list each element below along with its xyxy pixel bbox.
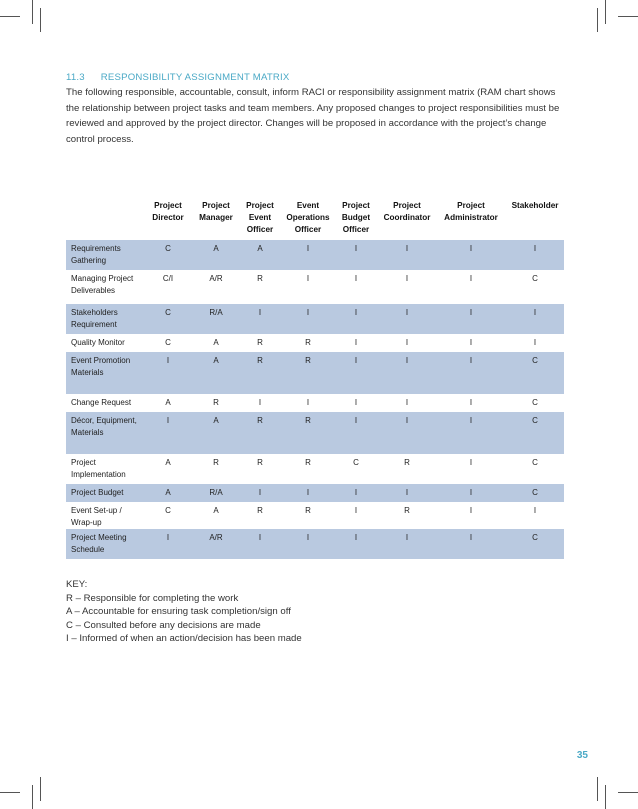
raci-cell: I (282, 484, 334, 502)
raci-cell: I (506, 502, 564, 529)
raci-cell: I (436, 484, 506, 502)
task-cell: Event Set-up / Wrap-up (66, 502, 142, 529)
crop-mark-br-v2 (597, 777, 598, 801)
section-title: RESPONSIBILITY ASSIGNMENT MATRIX (100, 72, 290, 83)
raci-cell: I (378, 240, 436, 270)
raci-cell: I (238, 484, 282, 502)
raci-cell: R (378, 502, 436, 529)
raci-matrix (66, 196, 564, 559)
raci-cell: R (282, 454, 334, 484)
raci-cell: A (194, 352, 238, 394)
raci-cell: I (334, 484, 378, 502)
raci-cell: I (282, 270, 334, 304)
raci-cell: A (194, 412, 238, 454)
raci-cell: I (238, 394, 282, 412)
raci-cell: R (238, 352, 282, 394)
raci-cell: I (334, 412, 378, 454)
raci-cell: C (506, 270, 564, 304)
raci-cell: I (436, 270, 506, 304)
raci-cell: R (282, 502, 334, 529)
raci-cell: R (238, 502, 282, 529)
raci-cell: R (238, 270, 282, 304)
raci-cell: I (334, 529, 378, 559)
raci-cell: I (334, 352, 378, 394)
section-heading (66, 72, 290, 83)
header-project-budget-officer: Project Budget Officer (341, 201, 371, 234)
raci-cell: I (506, 240, 564, 270)
raci-cell: I (282, 304, 334, 334)
task-cell: Project Implementation (66, 454, 142, 484)
header-project-administrator: Project Administrator (444, 201, 498, 222)
raci-cell: I (378, 334, 436, 352)
crop-mark-bl-v (32, 785, 33, 809)
raci-cell: I (506, 334, 564, 352)
raci-cell: R (238, 454, 282, 484)
raci-cell: C/I (142, 270, 194, 304)
raci-cell: R/A (194, 304, 238, 334)
task-cell: Event Promotion Materials (66, 352, 142, 394)
raci-cell: R (238, 334, 282, 352)
raci-cell: I (436, 352, 506, 394)
matrix-header-row (66, 196, 564, 240)
raci-cell: R/A (194, 484, 238, 502)
raci-cell: C (506, 484, 564, 502)
task-cell: Change Request (66, 394, 142, 412)
raci-cell: A/R (194, 270, 238, 304)
key-title: KEY: (66, 579, 88, 590)
raci-cell: I (142, 529, 194, 559)
raci-cell: R (194, 394, 238, 412)
task-cell: Décor, Equipment, Materials (66, 412, 142, 454)
key-legend (66, 578, 302, 646)
task-cell: Stakeholders Requirement (66, 304, 142, 334)
table-row (66, 502, 564, 529)
key-item-informed: I – Informed of when an action/decision has been made (66, 633, 302, 644)
raci-cell: I (238, 304, 282, 334)
raci-cell: C (142, 334, 194, 352)
raci-cell: A (194, 502, 238, 529)
raci-cell: I (436, 304, 506, 334)
raci-cell: I (334, 304, 378, 334)
raci-cell: I (436, 454, 506, 484)
raci-cell: I (334, 394, 378, 412)
raci-cell: I (378, 394, 436, 412)
raci-cell: C (142, 502, 194, 529)
task-cell: Project Meeting Schedule (66, 529, 142, 559)
raci-cell: I (282, 394, 334, 412)
raci-cell: A (142, 454, 194, 484)
raci-cell: C (506, 352, 564, 394)
raci-cell: A (238, 240, 282, 270)
key-item-accountable: A – Accountable for ensuring task completion/sign off (66, 606, 291, 617)
raci-cell: A/R (194, 529, 238, 559)
crop-mark-br-v (605, 785, 606, 809)
raci-cell: A (194, 240, 238, 270)
raci-cell: R (282, 352, 334, 394)
table-row (66, 412, 564, 454)
raci-cell: I (334, 240, 378, 270)
header-project-event-officer: Project Event Officer (246, 201, 274, 234)
header-project-director: Project Director (152, 201, 184, 222)
raci-cell: C (142, 304, 194, 334)
crop-mark-tl-v (32, 0, 33, 24)
raci-cell: I (378, 270, 436, 304)
raci-cell: I (334, 270, 378, 304)
raci-cell: I (378, 412, 436, 454)
raci-cell: C (334, 454, 378, 484)
task-cell: Quality Monitor (66, 334, 142, 352)
raci-cell: I (334, 334, 378, 352)
table-row (66, 394, 564, 412)
table-row (66, 454, 564, 484)
raci-cell: I (378, 484, 436, 502)
table-row (66, 529, 564, 559)
raci-cell: I (506, 304, 564, 334)
task-cell: Project Budget (66, 484, 142, 502)
header-project-coordinator: Project Coordinator (383, 201, 431, 222)
crop-mark-tl-v2 (40, 8, 41, 32)
table-row (66, 240, 564, 270)
raci-cell: C (142, 240, 194, 270)
crop-mark-tr-v2 (597, 8, 598, 32)
raci-cell: I (378, 529, 436, 559)
raci-cell: I (142, 352, 194, 394)
table-row (66, 304, 564, 334)
task-cell: Requirements Gathering (66, 240, 142, 270)
table-row (66, 484, 564, 502)
raci-cell: C (506, 529, 564, 559)
task-cell: Managing Project Deliverables (66, 270, 142, 304)
raci-cell: A (194, 334, 238, 352)
raci-cell: R (282, 412, 334, 454)
header-event-operations-officer: Event Operations Officer (286, 201, 330, 234)
raci-cell: C (506, 454, 564, 484)
raci-cell: I (436, 502, 506, 529)
raci-cell: I (142, 412, 194, 454)
raci-cell: I (378, 304, 436, 334)
raci-cell: R (194, 454, 238, 484)
key-item-responsible: R – Responsible for completing the work (66, 592, 239, 604)
table-row (66, 352, 564, 394)
crop-mark-tr-v (605, 0, 606, 24)
table-row (66, 334, 564, 352)
header-stakeholder: Stakeholder (511, 201, 559, 210)
crop-mark-bl-v2 (40, 777, 41, 801)
raci-cell: C (506, 394, 564, 412)
page-number: 35 (576, 750, 588, 761)
raci-cell: A (142, 484, 194, 502)
raci-cell: A (142, 394, 194, 412)
header-project-manager: Project Manager (199, 201, 233, 222)
raci-cell: R (282, 334, 334, 352)
matrix-body (66, 240, 564, 559)
raci-cell: I (378, 352, 436, 394)
table-row (66, 270, 564, 304)
intro-paragraph: The following responsible, accountable, consult, inform RACI or responsibility assignment matrix (RAM chart shows the relationship between project tasks and team members. Any proposed changes to project responsibilities must be reviewed and approved by the project director. Changes will be proposed in accordance with the project’s change control process. (66, 87, 560, 145)
key-item-consulted: C – Consulted before any decisions are made (66, 619, 261, 631)
raci-cell: I (238, 529, 282, 559)
raci-cell: C (506, 412, 564, 454)
crop-mark-tl-h (0, 16, 20, 17)
raci-cell: I (436, 412, 506, 454)
crop-mark-br-h (618, 792, 638, 793)
raci-cell: R (238, 412, 282, 454)
raci-cell: I (436, 529, 506, 559)
raci-cell: I (436, 240, 506, 270)
raci-cell: I (436, 394, 506, 412)
raci-cell: I (282, 240, 334, 270)
header-task (66, 196, 142, 240)
section-number: 11.3 (66, 72, 85, 83)
crop-mark-bl-h (0, 792, 20, 793)
crop-mark-tr-h (618, 16, 638, 17)
raci-cell: R (378, 454, 436, 484)
raci-cell: I (334, 502, 378, 529)
raci-cell: I (282, 529, 334, 559)
raci-cell: I (436, 334, 506, 352)
